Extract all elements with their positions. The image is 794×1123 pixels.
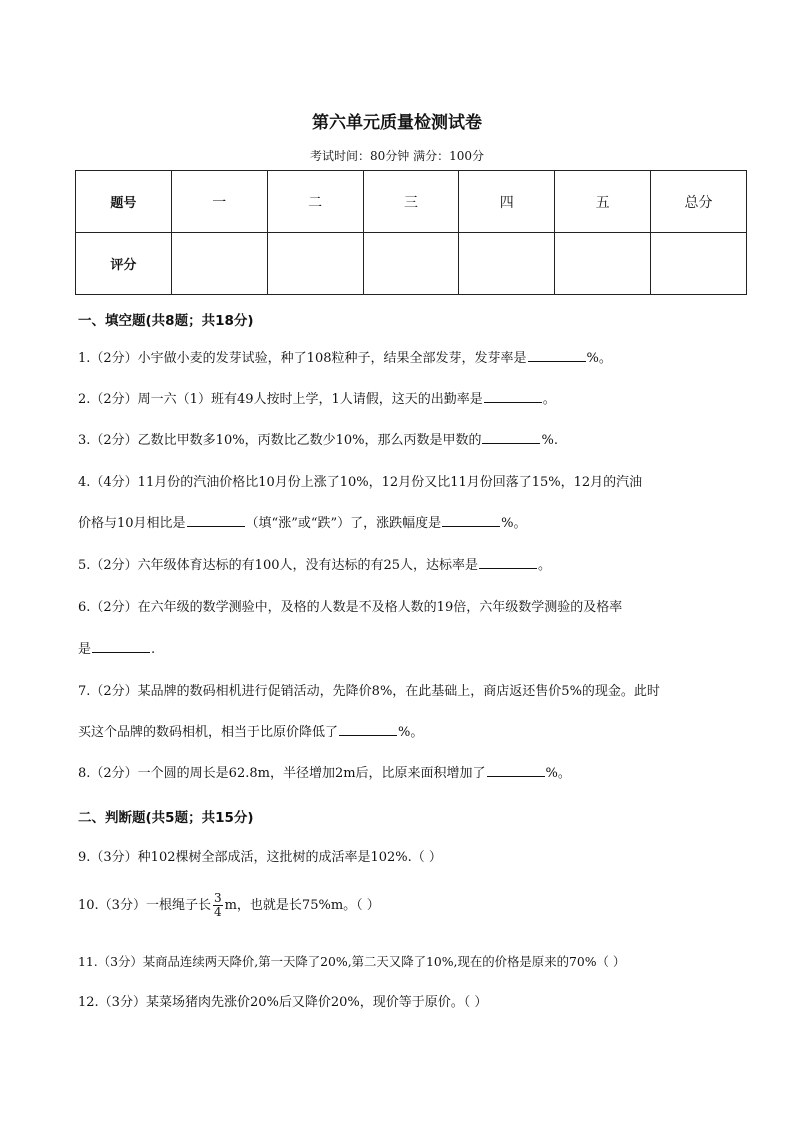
fraction	[213, 892, 223, 919]
score-cell-total	[651, 233, 747, 295]
question-10	[78, 892, 380, 919]
question-8-text: 8.（2分）一个圆的周长是62.8m，半径增加2m后，比原来面积增加了	[78, 766, 486, 781]
score-header-total: 总分	[651, 171, 747, 233]
question-7-text: 买这个品牌的数码相机，相当于比原价降低了	[78, 725, 339, 740]
question-11: 11.（3分）某商品连续两天降价,第一天降了20%,第二天又降了10%,现在的价格是原来的70%（ ）	[78, 954, 626, 969]
answer-blank	[479, 556, 537, 569]
section-fill-in-heading: 一、填空题(共8题；共18分)	[78, 313, 254, 329]
score-header-label: 题号	[76, 171, 172, 233]
score-header-5: 五	[555, 171, 651, 233]
question-7-tail: %。	[398, 725, 424, 740]
question-9: 9.（3分）种102棵树全部成活，这批树的成活率是102%.（ ）	[78, 850, 442, 865]
score-table-header-row	[76, 171, 747, 233]
answer-blank	[484, 390, 542, 403]
question-4-text-a: 价格与10月相比是	[78, 516, 186, 531]
exam-title: 第六单元质量检测试卷	[312, 113, 482, 133]
score-table-score-row	[76, 233, 747, 295]
score-header-3: 三	[363, 171, 459, 233]
score-row-label: 评分	[76, 233, 172, 295]
question-7-line-1: 7.（2分）某品牌的数码相机进行促销活动，先降价8%，在此基础上，商店返还售价5%的现金。此时	[78, 684, 660, 699]
question-8	[78, 764, 571, 784]
question-12: 12.（3分）某菜场猪肉先涨价20%后又降价20%，现价等于原价。（ ）	[78, 995, 488, 1010]
answer-blank	[92, 640, 150, 653]
score-header-1: 一	[171, 171, 267, 233]
question-10-tail: m，也就是长75%m。（ ）	[224, 898, 380, 913]
question-4-line-2	[78, 514, 527, 534]
question-5-tail: 。	[538, 558, 552, 573]
exam-subtitle: 考试时间：80分钟 满分：100分	[310, 149, 484, 163]
answer-blank	[528, 349, 586, 362]
answer-blank	[339, 723, 397, 736]
score-cell-4	[459, 233, 555, 295]
question-1-tail: %。	[586, 351, 612, 366]
question-7-line-2	[78, 723, 423, 743]
question-3-tail: %.	[541, 433, 558, 448]
question-2-text: 2.（2分）周一六（1）班有49人按时上学，1人请假，这天的出勤率是	[78, 392, 483, 407]
answer-blank	[442, 514, 500, 527]
question-2	[78, 390, 556, 410]
question-6-text: 是	[78, 642, 92, 657]
question-5	[78, 556, 551, 576]
answer-blank	[487, 764, 545, 777]
question-6-line-1: 6.（2分）在六年级的数学测验中，及格的人数是不及格人数的19倍，六年级数学测验的及格率	[78, 600, 623, 615]
question-2-tail: 。	[542, 392, 556, 407]
question-3	[78, 431, 558, 451]
question-6-tail: .	[151, 642, 156, 657]
question-1	[78, 349, 612, 369]
fraction-numerator: 3	[213, 891, 222, 905]
score-cell-2	[267, 233, 363, 295]
question-4-line-1: 4.（4分）11月份的汽油价格比10月份上涨了10%，12月份又比11月份回落了15%，12月的汽油	[78, 475, 643, 490]
score-cell-3	[363, 233, 459, 295]
question-6-line-2	[78, 640, 155, 660]
score-cell-1	[171, 233, 267, 295]
question-5-text: 5.（2分）六年级体育达标的有100人，没有达标的有25人，达标率是	[78, 558, 479, 573]
answer-blank	[187, 514, 245, 527]
question-4-text-b: （填“涨”或“跌”）了，涨跌幅度是	[245, 516, 442, 531]
fraction-denominator: 4	[213, 905, 222, 919]
question-3-text: 3.（2分）乙数比甲数多10%，丙数比乙数少10%，那么丙数是甲数的	[78, 433, 482, 448]
score-table	[75, 170, 747, 295]
question-10-text: 10.（3分）一根绳子长	[78, 898, 211, 913]
question-8-tail: %。	[545, 766, 571, 781]
section-true-false-heading: 二、判断题(共5题；共15分)	[78, 810, 254, 826]
score-header-4: 四	[459, 171, 555, 233]
question-1-text: 1.（2分）小宇做小麦的发芽试验，种了108粒种子，结果全部发芽，发芽率是	[78, 351, 527, 366]
score-cell-5	[555, 233, 651, 295]
question-4-tail: %。	[501, 516, 527, 531]
score-header-2: 二	[267, 171, 363, 233]
answer-blank	[482, 431, 540, 444]
